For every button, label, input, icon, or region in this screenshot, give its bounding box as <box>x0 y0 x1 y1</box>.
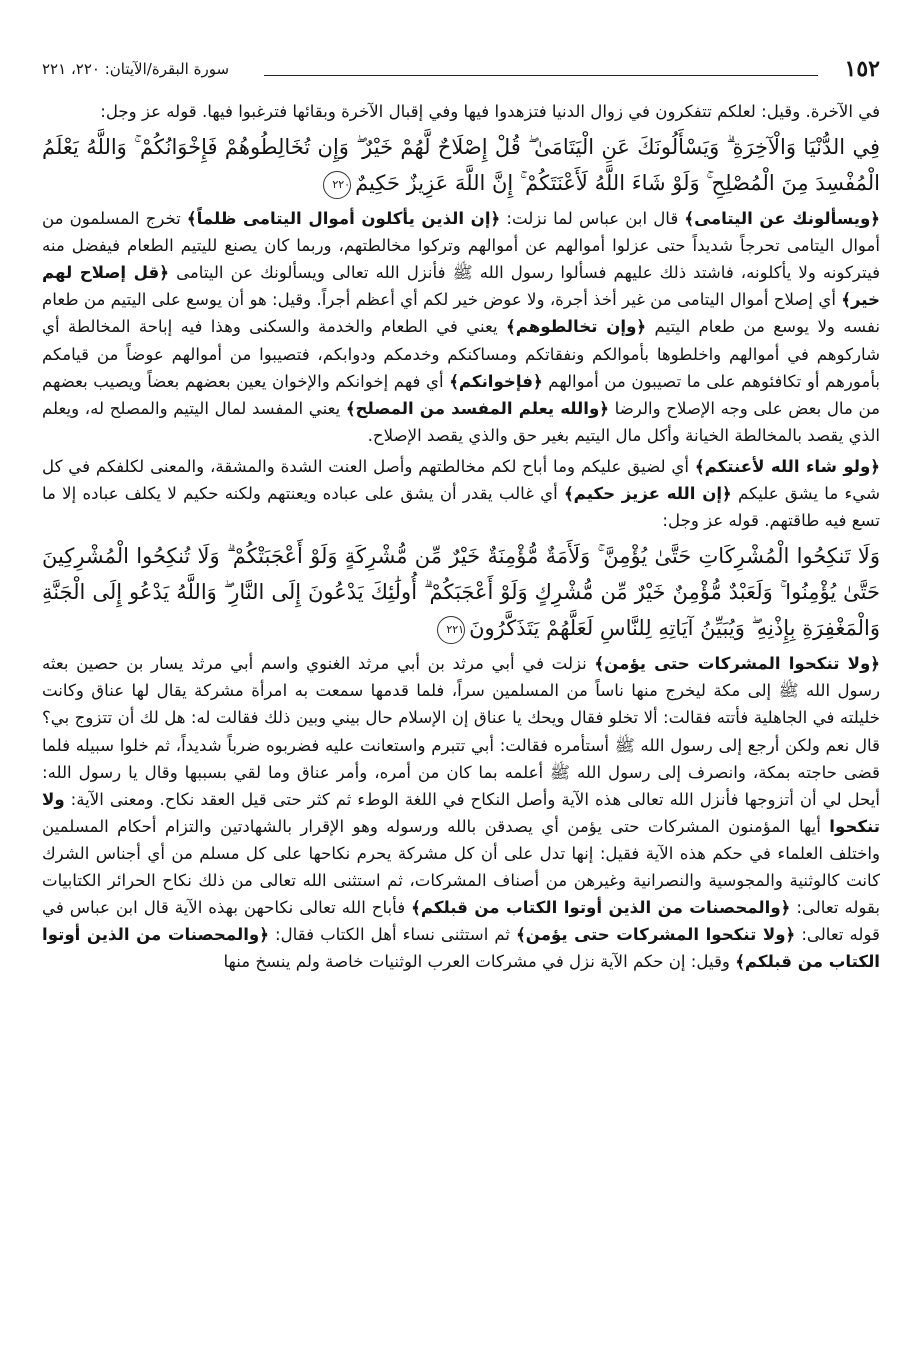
text: أي فهم إخوانكم والإخوان يعين بعضهم بعضاً ويصيب بعضهم من مال بعض على وجه الإصلاح والرضا <box>42 371 880 418</box>
text: ثم استثنى نساء أهل الكتاب فقال: <box>268 925 517 945</box>
quran-verse-220 <box>42 129 880 201</box>
quote: ﴿فإخوانكم﴾ <box>449 371 543 391</box>
quran-verse-221 <box>42 538 880 646</box>
verse-220-text: فِي الدُّنْيَا وَالْآخِرَةِ ۗ وَيَسْأَلُونَكَ عَنِ الْيَتَامَىٰ ۖ قُلْ إِصْلَاحٌ لَّهُمْ خَيْرٌ ۖ وَإِن تُخَالِطُوهُمْ فَإِخْوَانُكُمْ ۚ وَاللَّهُ يَعْلَمُ الْمُفْسِدَ مِنَ الْمُصْلِحِ ۚ وَلَوْ شَاءَ اللَّهُ لَأَعْنَتَكُمْ ۚ إِنَّ اللَّهَ عَزِيزٌ حَكِيمٌ <box>42 135 880 196</box>
page-header <box>42 52 880 92</box>
text: يعني في الطعام والخدمة والسكنى وهذا فيه إباحة المخالطة أي شاركوهم في أموالهم واخلطوها بأموالكم ونفقاتكم ومساكنكم وخدمكم ودوابكم، فتصيبوا من أموالهم عوضاً من قيامكم بأمورهم أو تكافئوهم على ما تصيبون من أموالهم <box>42 317 881 391</box>
quote: ﴿ولا تنكحوا المشركات حتى يؤمن﴾ <box>516 925 796 945</box>
quote: ﴿ولو شاء الله لأعنتكم﴾ <box>694 456 880 476</box>
running-title: سورة البقرة/الآيتان: ٢٢٠، ٢٢١ <box>42 60 230 78</box>
text: فأباح الله تعالى نكاحهن بهذه الآية قال ابن عباس في قوله تعالى: <box>42 898 880 945</box>
quote: ﴿إن الذين يأكلون أموال اليتامى ظلماً﴾ <box>186 209 501 229</box>
ayah-number-220: ٢٢٠ <box>323 171 351 199</box>
text: أي غالب يقدر أن يشق على عباده ويعنتهم ولكنه حكيم لا يكلف عباده إلا ما تسع فيه طاقتهم. قوله عز وجل: <box>42 484 880 531</box>
quote: ﴿والمحصنات من الذين أوتوا الكتاب من قبلكم﴾ <box>411 898 791 918</box>
ayah-number-221: ٢٢١ <box>437 616 465 644</box>
paragraph-1: في الآخرة. وقيل: لعلكم تتفكرون في زوال الدنيا فتزهدوا فيها وفي إقبال الآخرة وبقائها فترغبوا فيها. قوله عز وجل: <box>100 102 880 121</box>
text: يعني المفسد لمال اليتيم والمصلح له، ويعلم الذي يقصد بالمخالطة الخيانة وأكل مال اليتيم بغير حق والذي يقصد الإصلاح. <box>42 398 880 445</box>
quote: ﴿ولا تنكحوا المشركات حتى يؤمن﴾ <box>594 654 880 674</box>
quote: ﴿وإن تخالطوهم﴾ <box>505 317 647 337</box>
quote: ﴿قل إصلاح لهم خير﴾ <box>42 263 880 310</box>
text: وقيل: إن حكم الآية نزل في مشركات العرب الوثنيات خاصة ولم ينسخ منها <box>223 952 736 972</box>
page-number: ١٥٢ <box>844 56 880 82</box>
header-rule <box>264 75 818 76</box>
text: أي لضيق عليكم وما أباح لكم مخالطتهم وأصل العنت الشدة والمشقة، والمعنى لكلفكم في كل شيء ما يشق عليكم <box>42 456 881 504</box>
quote: ﴿والله يعلم المفسد من المصلح﴾ <box>345 398 610 418</box>
quote: ﴿والمحصنات من الذين أوتوا الكتاب من قبلكم﴾ <box>42 925 880 972</box>
paragraph-4 <box>42 650 880 975</box>
text: تخرج المسلمون من أموال اليتامى تحرجاً شديداً حتى عزلوا أموالهم عن أموالهم وتركوا مخالطتهم، وربما كان يصنع لليتيم الطعام فيفضل منه فيتركونه ولا يأكلونه، فاشتد ذلك عليهم فسألوا رسول الله ﷺ فأنزل الله تعالى ويسألونك عن اليتامى <box>42 209 881 283</box>
page-body <box>42 98 880 975</box>
text: قال ابن عباس لما نزلت: <box>500 209 685 229</box>
quote: ﴿إن الله عزيز حكيم﴾ <box>563 484 732 504</box>
text: نزلت في أبي مرثد بن أبي مرثد الغنوي واسم أبي مرثد يسار بن حصين بعثه رسول الله ﷺ إلى مكة ليخرج منها ناساً من المسلمين سراً، فلما قدمها سمعت به امرأة مشركة يقال لها عناق وكانت خليلته في الجاهلية فأتته فقالت: ألا تخلو فقال ويحك يا عناق إن الإسلام حال بيني وبين ذلك فقالت له: هل لك أن تتزوج بي؟ قال نعم ولكن أرجع إلى رسول الله ﷺ أستأمره فقالت: أبي تتبرم واستعانت عليه فضربوه ضرباً شديداً، ثم خلوا سبيله فلما قضى حاجته بمكة، وانصرف إلى رسول الله ﷺ أعلمه بما كان من أمره، وأمر عناق وما لقي بسببها وقال يا رسول الله: أيحل لي أن أتزوجها فأنزل الله تعالى هذه الآية وأصل النكاح في اللغة الوطء ثم كثر حتى قيل العقد نكاح. ومعنى الآية: <box>42 654 880 809</box>
paragraph-3 <box>42 453 880 534</box>
verse-221-text: وَلَا تَنكِحُوا الْمُشْرِكَاتِ حَتَّىٰ يُؤْمِنَّ ۚ وَلَأَمَةٌ مُّؤْمِنَةٌ خَيْرٌ مِّن مُّشْرِكَةٍ وَلَوْ أَعْجَبَتْكُمْ ۗ وَلَا تُنكِحُوا الْمُشْرِكِينَ حَتَّىٰ يُؤْمِنُوا ۚ وَلَعَبْدٌ مُّؤْمِنٌ خَيْرٌ مِّن مُّشْرِكٍ وَلَوْ أَعْجَبَكُمْ ۗ أُولَٰئِكَ يَدْعُونَ إِلَى النَّارِ ۖ وَاللَّهُ يَدْعُو إِلَى الْجَنَّةِ وَالْمَغْفِرَةِ بِإِذْنِهِ ۖ وَيُبَيِّنُ آيَاتِهِ لِلنَّاسِ لَعَلَّهُمْ يَتَذَكَّرُونَ <box>42 544 880 641</box>
text: أيها المؤمنون المشركات حتى يؤمن أي يصدقن بالله ورسوله وهو الإقرار بالشهادتين والتزام أحكام المسلمين واختلف العلماء في حكم هذه الآية فقيل: إنها تدل على أن كل مشركة يحرم نكاحها على كل مسلم من أي أجناس الشرك كانت كالوثنية والمجوسية والنصرانية وغيرهن من أصناف المشركات، ثم استثنى الله تعالى من ذلك نكاح الحرائر الكتابيات بقوله تعالى: <box>42 816 880 918</box>
text: أي إصلاح أموال اليتامى من غير أخذ أجرة، ولا عوض خير لكم أي أعظم أجراً. وقيل: هو أن يوسع على اليتيم من طعام نفسه ولا يوسع من طعام اليتيم <box>42 290 880 337</box>
paragraph-2 <box>42 205 880 449</box>
quote: ﴿ويسألونك عن اليتامى﴾ <box>684 209 880 229</box>
quote: ولا تنكحوا <box>42 789 880 836</box>
